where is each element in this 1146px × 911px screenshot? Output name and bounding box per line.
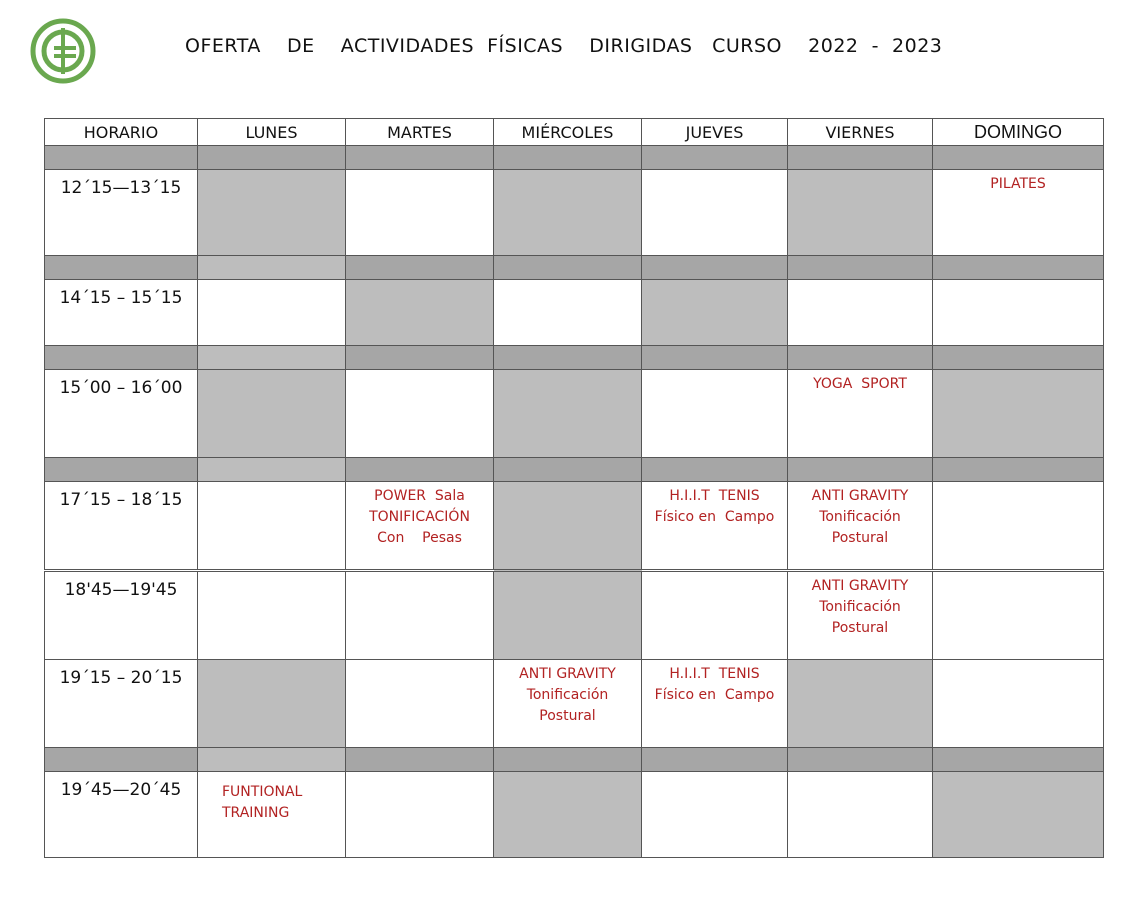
separator-row	[45, 146, 1104, 170]
empty-cell	[346, 772, 494, 858]
activity-cell	[198, 772, 346, 858]
activity-cell	[494, 660, 642, 748]
activity-line: YOGA SPORT	[813, 376, 907, 392]
col-header-miercoles: MIÉRCOLES	[494, 119, 642, 146]
table-row	[45, 482, 1104, 571]
activity-line: Físico en Campo	[654, 687, 775, 703]
activity-line: PILATES	[990, 176, 1046, 192]
time-cell: 14´15 – 15´15	[45, 280, 198, 346]
empty-cell	[198, 280, 346, 346]
activity-cell	[642, 482, 788, 571]
separator-row	[45, 748, 1104, 772]
activity-line: Tonificación	[819, 599, 901, 615]
activity-cell	[788, 370, 933, 458]
time-cell: 19´15 – 20´15	[45, 660, 198, 748]
empty-cell	[933, 660, 1104, 748]
blocked-cell	[494, 482, 642, 571]
separator-row	[45, 346, 1104, 370]
blocked-cell	[788, 660, 933, 748]
club-logo	[30, 18, 96, 84]
header-row	[45, 119, 1104, 146]
empty-cell	[933, 482, 1104, 571]
activity-cell	[346, 482, 494, 571]
empty-cell	[198, 571, 346, 660]
activity-line: ANTI GRAVITY	[519, 666, 616, 682]
activity-line: Tonificación	[819, 509, 901, 525]
table-row	[45, 660, 1104, 748]
activity-line: Con Pesas	[377, 530, 462, 546]
activity-line: Tonificación	[526, 687, 609, 703]
col-header-horario: HORARIO	[45, 119, 198, 146]
time-cell: 19´45—20´45	[45, 772, 198, 858]
blocked-cell	[642, 280, 788, 346]
activity-line: TRAINING	[222, 805, 290, 821]
time-cell: 18'45—19'45	[45, 571, 198, 660]
empty-cell	[494, 280, 642, 346]
empty-cell	[198, 482, 346, 571]
col-header-jueves: JUEVES	[642, 119, 788, 146]
table-row	[45, 571, 1104, 660]
time-cell: 17´15 – 18´15	[45, 482, 198, 571]
empty-cell	[346, 170, 494, 256]
schedule-table	[44, 118, 1104, 858]
blocked-cell	[788, 170, 933, 256]
page-title: OFERTA DE ACTIVIDADES FÍSICAS DIRIGIDAS CURSO 2022 - 2023	[185, 35, 943, 57]
empty-cell	[346, 660, 494, 748]
activity-line: Postural	[831, 530, 889, 546]
blocked-cell	[198, 170, 346, 256]
activity-line: H.I.I.T TENIS	[669, 488, 760, 504]
empty-cell	[933, 280, 1104, 346]
activity-line: Postural	[539, 708, 596, 724]
table-row	[45, 772, 1104, 858]
separator-row	[45, 458, 1104, 482]
blocked-cell	[346, 280, 494, 346]
activity-line: Físico en Campo	[654, 509, 775, 525]
activity-line: H.I.I.T TENIS	[669, 666, 760, 682]
empty-cell	[933, 571, 1104, 660]
table-row	[45, 170, 1104, 256]
activity-line: Postural	[831, 620, 889, 636]
separator-row	[45, 256, 1104, 280]
activity-cell	[788, 482, 933, 571]
empty-cell	[346, 370, 494, 458]
time-cell: 15´00 – 16´00	[45, 370, 198, 458]
col-header-domingo: DOMINGO	[933, 119, 1104, 146]
empty-cell	[642, 370, 788, 458]
empty-cell	[642, 772, 788, 858]
empty-cell	[788, 772, 933, 858]
blocked-cell	[198, 660, 346, 748]
activity-line: ANTI GRAVITY	[811, 488, 909, 504]
activity-line: ANTI GRAVITY	[811, 578, 909, 594]
activity-line: POWER Sala	[374, 488, 465, 504]
blocked-cell	[494, 571, 642, 660]
table-row	[45, 370, 1104, 458]
blocked-cell	[933, 370, 1104, 458]
time-cell: 12´15—13´15	[45, 170, 198, 256]
blocked-cell	[494, 772, 642, 858]
empty-cell	[788, 280, 933, 346]
blocked-cell	[198, 370, 346, 458]
col-header-viernes: VIERNES	[788, 119, 933, 146]
empty-cell	[642, 170, 788, 256]
col-header-martes: MARTES	[346, 119, 494, 146]
empty-cell	[346, 571, 494, 660]
activity-cell	[788, 571, 933, 660]
activity-cell	[933, 170, 1104, 256]
col-header-lunes: LUNES	[198, 119, 346, 146]
activity-line: TONIFICACIÓN	[369, 509, 470, 525]
blocked-cell	[933, 772, 1104, 858]
blocked-cell	[494, 370, 642, 458]
activity-line: FUNTIONAL	[222, 784, 303, 800]
table-row	[45, 280, 1104, 346]
blocked-cell	[494, 170, 642, 256]
empty-cell	[642, 571, 788, 660]
activity-cell	[642, 660, 788, 748]
